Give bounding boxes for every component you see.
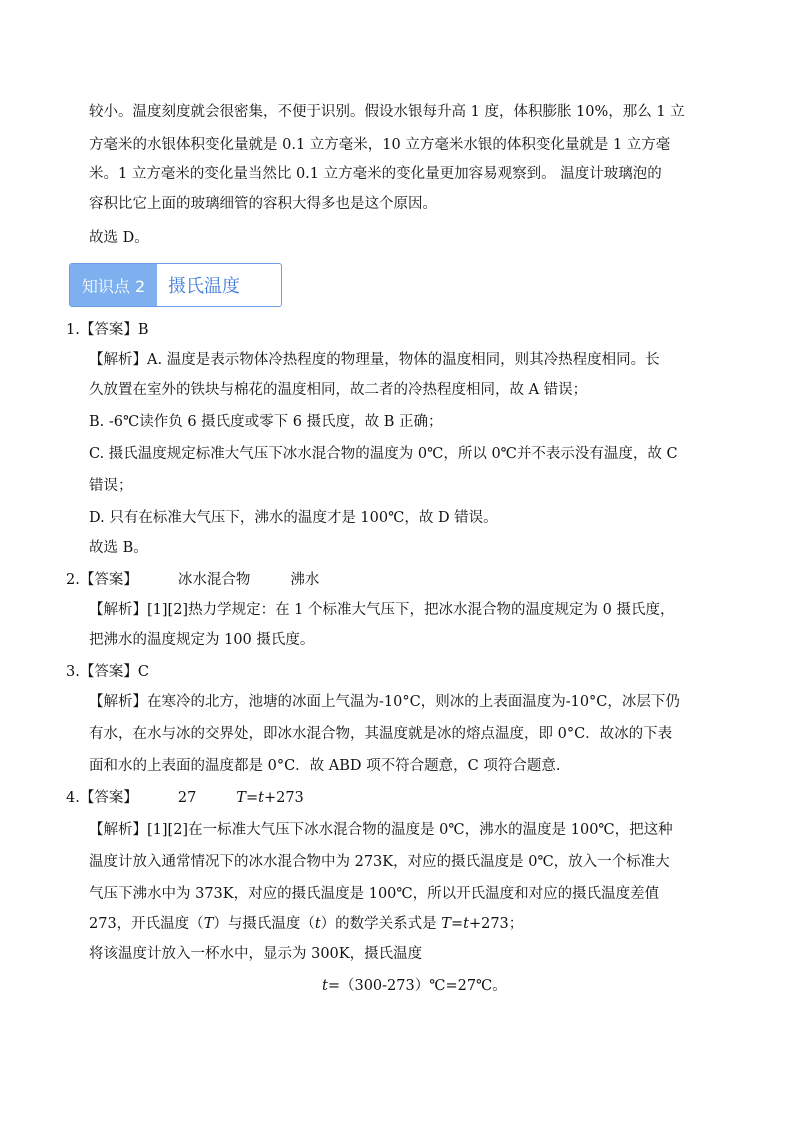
q2-answer-1: 冰水混合物	[177, 572, 251, 588]
q1-analysis-line: D. 只有在标准大气压下，沸水的温度才是 100℃，故 D 错误。	[89, 510, 498, 526]
var-t: t	[322, 978, 328, 994]
q4-analysis-line: 气压下沸水中为 373K，对应的摄氏温度是 100℃，所以开氏温度和对应的摄氏温度差值	[89, 886, 660, 902]
q3-answer: 3.【答案】C	[66, 664, 149, 680]
q4-analysis-line: 273，开氏温度（T）与摄氏温度（t）的数学关系式是 T=t+273；	[89, 916, 524, 932]
q1-analysis-line: 错误；	[89, 478, 133, 494]
q4-answer-2-var-T: T	[236, 790, 246, 806]
q1-analysis-line: B. -6℃读作负 6 摄氏度或零下 6 摄氏度，故 B 正确；	[89, 414, 443, 430]
q1-conclusion: 故选 B。	[89, 540, 148, 556]
intro-line: 较小。温度刻度就会很密集，不便于识别。假设水银每升高 1 度，体积膨胀 10%，那么 1 立	[89, 104, 685, 120]
q2-answer-2: 沸水	[290, 572, 320, 588]
intro-line: 容积比它上面的玻璃细管的容积大得多也是这个原因。	[89, 196, 437, 212]
var-T: T	[203, 916, 214, 932]
intro-line: 方毫米的水银体积变化量就是 0.1 立方毫米，10 立方毫米水银的体积变化量就是 1 立方毫	[89, 137, 671, 153]
q1-analysis-line: 【解析】A. 温度是表示物体冷热程度的物理量，物体的温度相同，则其冷热程度相同。长	[89, 352, 660, 368]
section-tag: 知识点 2	[70, 264, 157, 306]
var-t: t	[314, 916, 321, 932]
q4-analysis-line: 【解析】[1][2]在一标准大气压下冰水混合物的温度是 0℃，沸水的温度是 100℃，把这种	[89, 822, 673, 838]
q1-analysis-line: C. 摄氏温度规定标准大气压下冰水混合物的温度为 0℃，所以 0℃并不表示没有温度，故 C	[89, 446, 678, 462]
q3-analysis-line: 面和水的上表面的温度都是 0°C．故 ABD 项不符合题意，C 项符合题意.	[89, 758, 561, 774]
var-t: t	[463, 916, 469, 932]
q1-analysis-line: 久放置在室外的铁块与棉花的温度相同，故二者的冷热程度相同，故 A 错误；	[89, 382, 588, 398]
q1-answer: 1.【答案】B	[66, 322, 149, 338]
q2-analysis-line: 把沸水的温度规定为 100 摄氏度。	[89, 632, 315, 648]
q4-answer-2-var-t: t	[258, 790, 264, 806]
q4-answer: 4.【答案】 27 T=t+273	[66, 790, 304, 806]
q4-analysis-line: 将该温度计放入一杯水中，显示为 300K，摄氏温度	[89, 946, 423, 962]
q3-analysis-line: 【解析】在寒冷的北方，池塘的冰面上气温为-10°C，则冰的上表面温度为-10°C，冰层下仍	[89, 694, 680, 710]
section-heading	[69, 263, 282, 307]
q4-analysis-line: 温度计放入通常情况下的冰水混合物中为 273K，对应的摄氏温度是 0℃，放入一个标准大	[89, 854, 670, 870]
q2-answer	[66, 570, 319, 590]
section-title: 摄氏温度	[168, 276, 240, 297]
q2-answer-label: 2.【答案】	[66, 572, 138, 588]
q4-formula: t=（300-273）℃=27℃。	[322, 978, 507, 994]
q4-answer-1: 27	[177, 790, 197, 806]
q2-analysis-line: 【解析】[1][2]热力学规定：在 1 个标准大气压下，把冰水混合物的温度规定为 0 摄氏度，	[89, 602, 675, 618]
q4-answer-label: 4.【答案】	[66, 790, 138, 806]
intro-line: 米。1 立方毫米的变化量当然比 0.1 立方毫米的变化量更加容易观察到。 温度计玻璃泡的	[89, 166, 662, 182]
var-T: T	[441, 916, 451, 932]
q3-analysis-line: 有水，在水与冰的交界处，即冰水混合物，其温度就是冰的熔点温度，即 0°C．故冰的下表	[89, 726, 673, 742]
intro-conclusion: 故选 D。	[89, 230, 149, 246]
